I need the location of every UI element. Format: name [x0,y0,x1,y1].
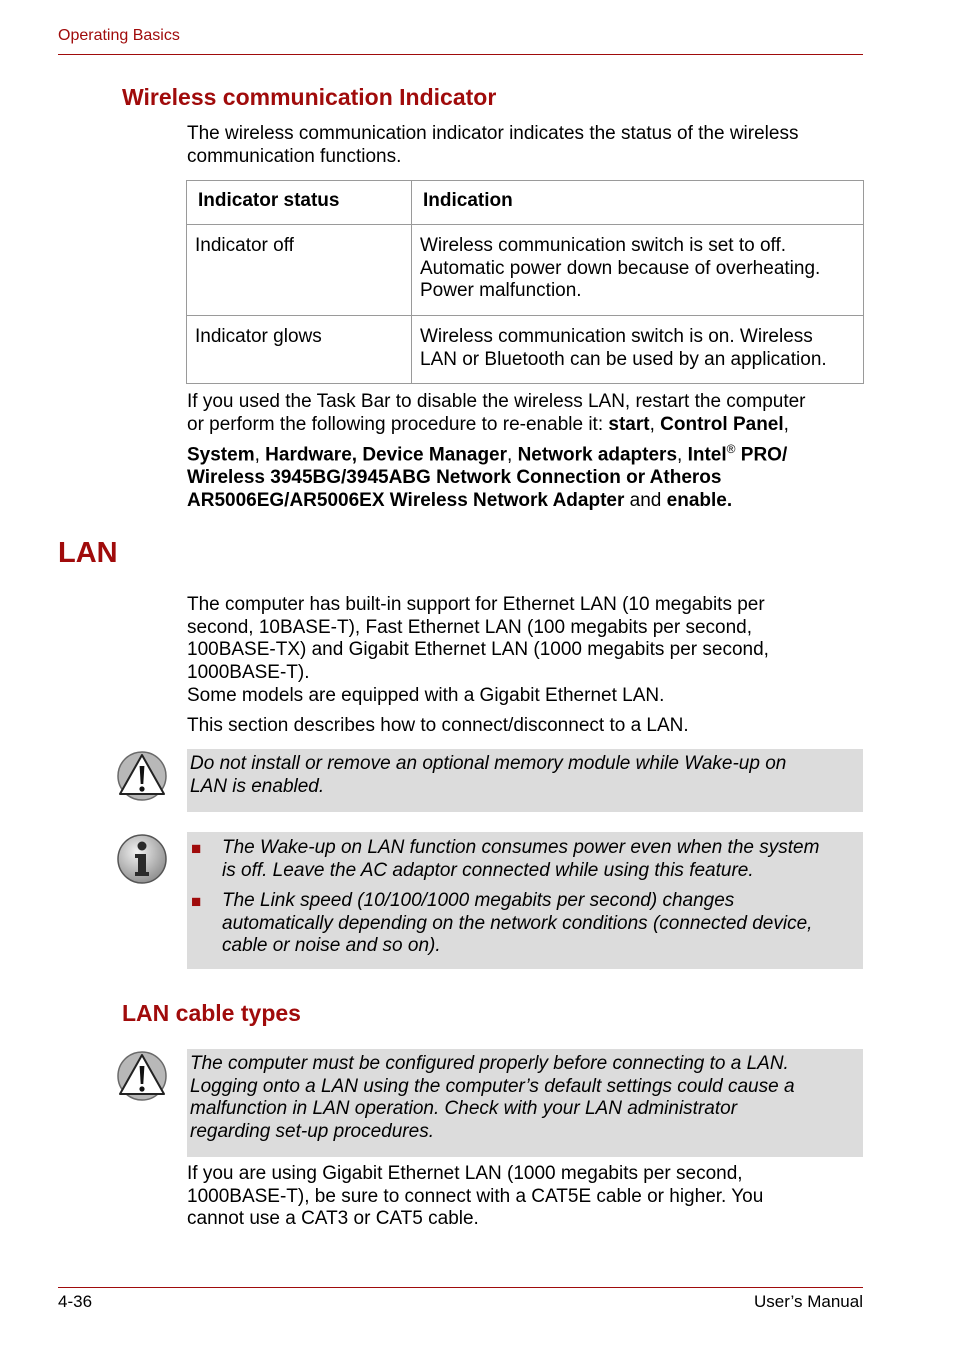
list-item: ■ The Wake-up on LAN function consumes power even when the system is off. Leave the AC adaptor connected while using this feature. [191,837,820,881]
table-row [187,316,864,384]
status-cell: Indicator off [187,225,412,316]
indication-line: Power malfunction. [420,280,582,302]
wireless-intro: The wireless communication indicator indicates the status of the wireless communication functions. [187,123,799,167]
table-row [187,225,864,316]
status-cell: Indicator glows [187,316,412,384]
indication-cell [412,316,864,384]
indication-line: LAN or Bluetooth can be used by an application. [420,348,827,370]
lan-section-description: This section describes how to connect/disconnect to a LAN. [187,715,689,736]
bullet-icon: ■ [191,892,202,911]
list-item: ■ The Link speed (10/100/1000 megabits per second) changes automatically depending on the network conditions (connected device, cable or noise and so on). [191,890,813,957]
indication-line: Wireless communication switch is set to off. [420,235,787,256]
indication-cell [412,225,864,316]
cable-requirements: If you are using Gigabit Ethernet LAN (1000 megabits per second, 1000BASE-T), be sure to connect with a CAT5E cable or higher. You cannot use a CAT3 or CAT5 cable. [187,1163,764,1230]
info-icon [116,833,168,885]
running-header: Operating Basics [58,27,180,44]
indicator-table [186,180,864,384]
section-title-lan-cable-types: LAN cable types [122,1000,301,1026]
caution-icon [116,1050,168,1102]
manual-title: User’s Manual [754,1292,863,1311]
section-title-lan: LAN [58,537,118,569]
column-header: Indication [412,181,864,225]
table-header-row [187,181,864,225]
lan-intro: The computer has built-in support for Ethernet LAN (10 megabits per second, 10BASE-T), Fast Ethernet LAN (100 megabits per second, 100BASE-TX) and Gigabit Ethernet LAN (1000 megabits per second, 1000BASE-T). Some models are equipped with a Gigabit Ethernet LAN. [187,594,769,706]
caution-icon [116,750,168,802]
reenable-procedure: If you used the Task Bar to disable the wireless LAN, restart the computer or perform the following procedure to re-enable it: start, Control Panel, System, Hardware, Device Manager, Network adapters, Intel® PRO/ Wireless 3945BG/3945ABG Network Connection or Atheros AR5006EG/AR5006EX Wireless Network Adapter and enable. [187,391,806,512]
bullet-icon: ■ [191,839,202,858]
section-title-wireless: Wireless communication Indicator [122,84,497,110]
caution-note: Do not install or remove an optional memory module while Wake-up on LAN is enabled. [187,749,863,812]
page-number: 4-36 [58,1292,93,1311]
indication-line: Automatic power down because of overheating. [420,257,821,279]
info-note [187,832,863,969]
header-rule [58,54,863,55]
caution-note: The computer must be configured properly before connecting to a LAN. Logging onto a LAN using the computer’s default settings could cause a malfunction in LAN operation. Check with your LAN administrator regarding set-up procedures. [187,1049,863,1157]
column-header: Indicator status [187,181,412,225]
footer-rule [58,1287,863,1288]
indication-line: Wireless communication switch is on. Wireless [420,326,813,347]
